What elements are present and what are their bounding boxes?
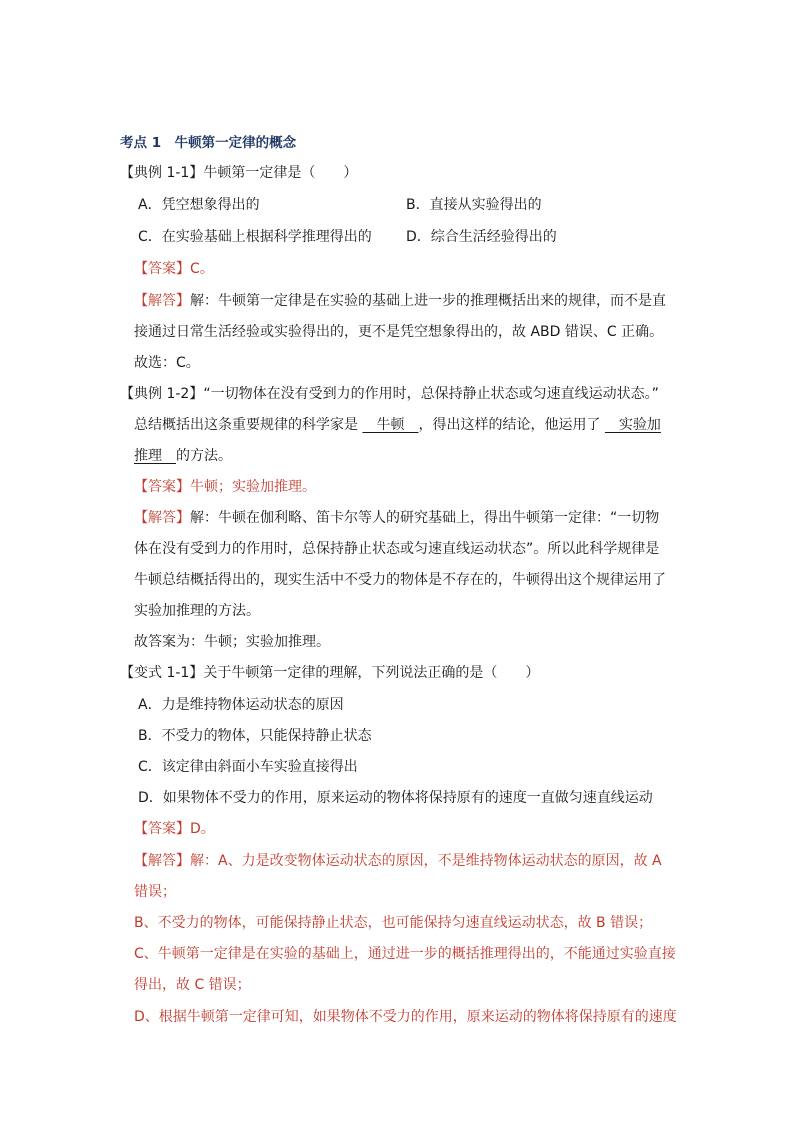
question-1-answer bbox=[134, 256, 214, 282]
question-text: 关于牛顿第一定律的理解，下列说法正确的是（ ） bbox=[203, 665, 540, 681]
question-2-analysis-line-3: 牛顿总结概括得出的，现实生活中不受力的物体是不存在的，牛顿得出这个规律运用了 bbox=[134, 572, 666, 588]
analysis-text: 解：A、力是改变物体运动状态的原因，不是维持物体运动状态的原因，故 A bbox=[190, 853, 662, 869]
option-a: A．凭空想象得出的 bbox=[138, 197, 260, 213]
question-1-options-row-2 bbox=[0, 224, 794, 250]
question-2-conclusion: 故答案为：牛顿；实验加推理。 bbox=[134, 634, 330, 650]
question-text: 的方法。 bbox=[176, 448, 232, 464]
question-text: 牛顿第一定律是（ ） bbox=[203, 165, 358, 181]
answer-text: D。 bbox=[190, 821, 215, 837]
question-label: 【典例 1-1】 bbox=[120, 165, 204, 181]
option-d: D．如果物体不受力的作用，原来运动的物体将保持原有的速度一直做匀速直线运动 bbox=[138, 790, 653, 806]
question-1-analysis-line-1 bbox=[134, 288, 666, 314]
option-a: A．力是维持物体运动状态的原因 bbox=[138, 697, 344, 713]
question-1-conclusion: 故选：C。 bbox=[134, 355, 200, 371]
question-3-analysis-line-6: D、根据牛顿第一定律可知，如果物体不受力的作用，原来运动的物体将保持原有的速度 bbox=[134, 1009, 677, 1025]
answer-text: 牛顿；实验加推理。 bbox=[190, 479, 316, 495]
question-2-analysis-line-2: 体在没有受到力的作用时，总保持静止状态或匀速直线运动状态”。所以此科学规律是 bbox=[134, 541, 660, 557]
question-3-analysis-line-3: B、不受力的物体，可能保持静止状态，也可能保持匀速直线运动状态，故 B 错误； bbox=[134, 915, 653, 931]
question-2-stem-line-2 bbox=[134, 412, 661, 438]
answer-label: 【答案】 bbox=[134, 261, 190, 277]
option-d: D．综合生活经验得出的 bbox=[406, 229, 557, 245]
question-label: 【变式 1-1】 bbox=[120, 665, 204, 681]
analysis-label: 【解答】 bbox=[134, 853, 190, 869]
question-3-analysis-line-2: 错误； bbox=[134, 884, 176, 900]
analysis-text: 解：牛顿第一定律是在实验的基础上进一步的推理概括出来的规律，而不是直 bbox=[190, 293, 666, 309]
question-1-options-row-1 bbox=[0, 192, 794, 218]
analysis-label: 【解答】 bbox=[134, 510, 190, 526]
option-b: B．直接从实验得出的 bbox=[406, 197, 542, 213]
question-1-analysis-line-2: 接通过日常生活经验或实验得出的，更不是凭空想象得出的，故 ABD 错误、C 正确。 bbox=[134, 324, 664, 340]
question-2-answer bbox=[134, 474, 316, 500]
option-c: C．该定律由斜面小车实验直接得出 bbox=[138, 759, 358, 775]
section-title: 考点 1 牛顿第一定律的概念 bbox=[120, 135, 297, 151]
fill-blank-1: 牛顿 bbox=[362, 417, 419, 433]
question-text: 总结概括出这条重要规律的科学家是 bbox=[134, 417, 363, 433]
question-2-analysis-line-1 bbox=[134, 505, 659, 531]
question-label: 【典例 1-2】 bbox=[120, 386, 204, 402]
option-b: B．不受力的物体，只能保持静止状态 bbox=[138, 728, 372, 744]
fill-blank-2: 实验加 bbox=[604, 417, 661, 433]
analysis-label: 【解答】 bbox=[134, 293, 190, 309]
question-2-analysis-line-4: 实验加推理的方法。 bbox=[134, 603, 260, 619]
question-3-analysis-line-4: C、牛顿第一定律是在实验的基础上，通过进一步的概括推理得出的，不能通过实验直接 bbox=[134, 946, 676, 962]
fill-blank-2-continued: 推理 bbox=[134, 448, 176, 464]
answer-label: 【答案】 bbox=[134, 479, 190, 495]
question-3-analysis-line-5: 得出，故 C 错误； bbox=[134, 977, 251, 993]
question-1-stem bbox=[120, 160, 357, 186]
question-2-stem-line-1 bbox=[120, 381, 659, 407]
question-2-stem-line-3 bbox=[134, 443, 232, 469]
analysis-text: 解：牛顿在伽利略、笛卡尔等人的研究基础上，得出牛顿第一定律：“一切物 bbox=[190, 510, 660, 526]
question-text: “一切物体在没有受到力的作用时，总保持静止状态或匀速直线运动状态。” bbox=[203, 386, 659, 402]
question-3-answer bbox=[134, 816, 215, 842]
question-3-stem bbox=[120, 660, 539, 686]
question-text: ，得出这样的结论，他运用了 bbox=[418, 417, 605, 433]
answer-text: C。 bbox=[190, 261, 214, 277]
question-3-analysis-line-1 bbox=[134, 848, 662, 874]
answer-label: 【答案】 bbox=[134, 821, 190, 837]
option-c: C．在实验基础上根据科学推理得出的 bbox=[138, 229, 372, 245]
